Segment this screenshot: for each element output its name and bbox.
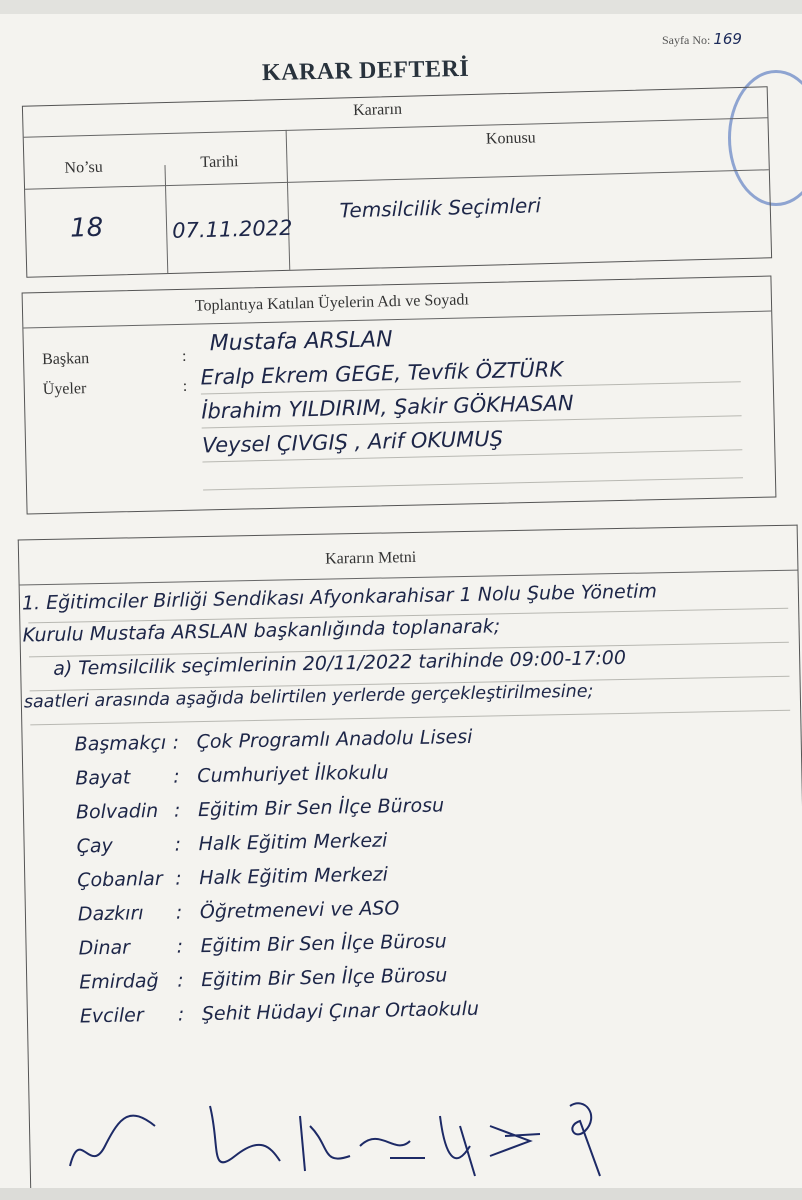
place-colon: : bbox=[176, 935, 184, 958]
place-colon: : bbox=[177, 969, 184, 992]
text-line-4: saatleri arasında aşağıda belirtilen yerlerde gerçekleştirilmesine; bbox=[23, 681, 594, 713]
chair-name: Mustafa ARSLAN bbox=[209, 327, 393, 357]
place-name: Cumhuriyet İlkokulu bbox=[197, 761, 389, 788]
place-town: Emirdağ bbox=[79, 969, 159, 994]
place-town: Evciler bbox=[79, 1004, 144, 1028]
decision-info-table bbox=[22, 86, 772, 277]
place-colon: : bbox=[173, 765, 180, 788]
attendees-table bbox=[22, 276, 777, 515]
text-line-2: Kurulu Mustafa ARSLAN başkanlığında toplanarak; bbox=[22, 615, 501, 647]
place-colon: : bbox=[175, 867, 182, 890]
page-number-value: 169 bbox=[713, 30, 742, 48]
page-bottom-edge bbox=[0, 1188, 802, 1200]
place-town: Başmakçı bbox=[74, 731, 167, 756]
place-town: Bolvadin bbox=[75, 799, 159, 824]
members-line-1: Eralp Ekrem GEGE, Tevfik ÖZTÜRK bbox=[200, 357, 564, 390]
decision-subject: Temsilcilik Seçimleri bbox=[339, 193, 542, 223]
column-no-header: No’su bbox=[64, 158, 103, 177]
decision-text-header: Kararın Metni bbox=[325, 548, 417, 568]
place-town: Çay bbox=[76, 834, 114, 858]
place-town: Dinar bbox=[78, 936, 131, 960]
place-town: Çobanlar bbox=[77, 867, 163, 892]
decision-number: 18 bbox=[69, 212, 104, 244]
page-number-label: Sayfa No: bbox=[662, 33, 711, 47]
page-top-edge bbox=[0, 0, 802, 14]
decision-section-header: Kararın bbox=[352, 100, 403, 120]
place-town: Bayat bbox=[75, 766, 131, 790]
place-town: Dazkırı bbox=[77, 902, 144, 926]
text-line-1: 1. Eğitimciler Birliği Sendikası Afyonkarahisar 1 Nolu Şube Yönetim bbox=[21, 580, 658, 615]
place-name: Eğitim Bir Sen İlçe Bürosu bbox=[197, 794, 445, 822]
place-colon: : bbox=[175, 901, 183, 924]
chair-colon: : bbox=[181, 347, 187, 365]
column-date-header: Tarihi bbox=[200, 153, 239, 172]
place-name: Halk Eğitim Merkezi bbox=[199, 863, 389, 890]
book-title: KARAR DEFTERİ bbox=[261, 55, 470, 87]
members-colon: : bbox=[182, 377, 188, 395]
place-name: Halk Eğitim Merkezi bbox=[198, 829, 388, 856]
members-label: Üyeler bbox=[42, 380, 87, 399]
place-colon: : bbox=[172, 731, 180, 754]
attendees-header: Toplantıya Katılan Üyelerin Adı ve Soyadı bbox=[194, 291, 469, 315]
place-name: Eğitim Bir Sen İlçe Bürosu bbox=[200, 930, 447, 958]
members-line-2: İbrahim YILDIRIM, Şakir GÖKHASAN bbox=[201, 391, 574, 424]
chair-label: Başkan bbox=[41, 350, 90, 369]
place-colon: : bbox=[174, 833, 182, 856]
place-name: Çok Programlı Anadolu Lisesi bbox=[196, 725, 473, 754]
place-colon: : bbox=[177, 1003, 185, 1026]
place-name: Şehit Hüdayi Çınar Ortaokulu bbox=[201, 997, 480, 1026]
place-name: Öğretmenevi ve ASO bbox=[199, 897, 400, 924]
page-number bbox=[662, 30, 742, 48]
members-line-3: Veysel ÇIVGIŞ , Arif OKUMUŞ bbox=[201, 426, 504, 458]
column-subject-header: Konusu bbox=[485, 129, 536, 148]
text-line-3: a) Temsilcilik seçimlerinin 20/11/2022 tarihinde 09:00-17:00 bbox=[53, 646, 627, 680]
decision-date: 07.11.2022 bbox=[171, 215, 293, 243]
place-colon: : bbox=[173, 799, 181, 822]
signatures bbox=[60, 1086, 660, 1186]
place-name: Eğitim Bir Sen İlçe Bürosu bbox=[201, 964, 448, 992]
